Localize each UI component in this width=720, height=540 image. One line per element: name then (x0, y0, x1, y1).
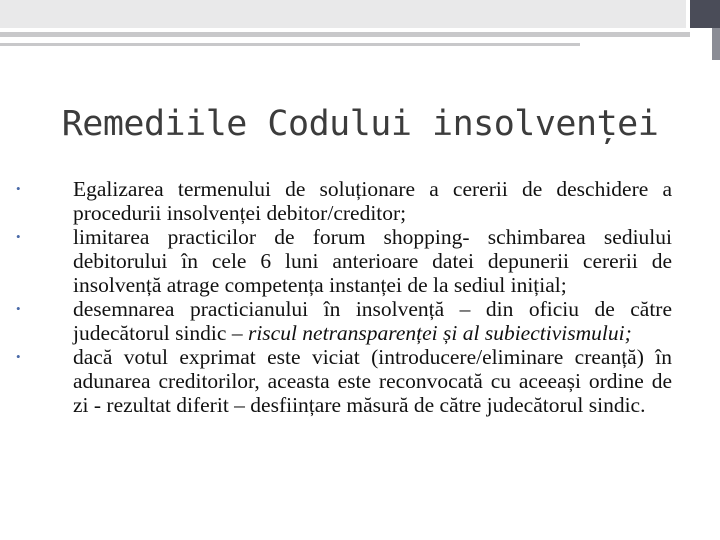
bullet-text: desemnarea practicianului în insolvență – din oficiu de către judecătorul sindic – (73, 297, 672, 345)
bullet-text: dacă votul exprimat este viciat (introducere/eliminare creanță) în adunarea creditorilor, aceasta este reconvocată cu aceeași ordine de zi - rezultat diferit – desființare măsură de către judecătorul sindic. (73, 345, 672, 417)
bullet-marker: • (16, 301, 21, 316)
bullet-text-italic: riscul netransparenței și al subiectivismului; (247, 321, 632, 345)
bullet-marker: • (16, 229, 21, 244)
bullet-marker: • (16, 181, 21, 196)
top-bar-dark (690, 0, 720, 28)
bullet-item (16, 297, 672, 345)
bullet-item (16, 177, 672, 225)
bullet-text: Egalizarea termenului de soluționare a cererii de deschidere a procedurii insolvenței debitor/creditor; (73, 177, 672, 225)
bullet-item (16, 225, 672, 297)
bullet-marker: • (16, 349, 21, 364)
decorative-rule-lower (0, 43, 580, 46)
decorative-rule-upper (0, 32, 690, 37)
bullet-list (16, 177, 672, 417)
top-decoration-bar (0, 0, 720, 28)
bullet-item (16, 345, 672, 417)
top-bar-light (0, 0, 690, 28)
bullet-text: limitarea practicilor de forum shopping- schimbarea sediului debitorului în cele 6 luni anterioare datei depunerii cererii de insolvență atrage competența instanței de la sediul inițial; (73, 225, 672, 297)
slide-title: Remediile Codului insolvenței (61, 104, 659, 144)
right-edge-bar (712, 28, 720, 60)
